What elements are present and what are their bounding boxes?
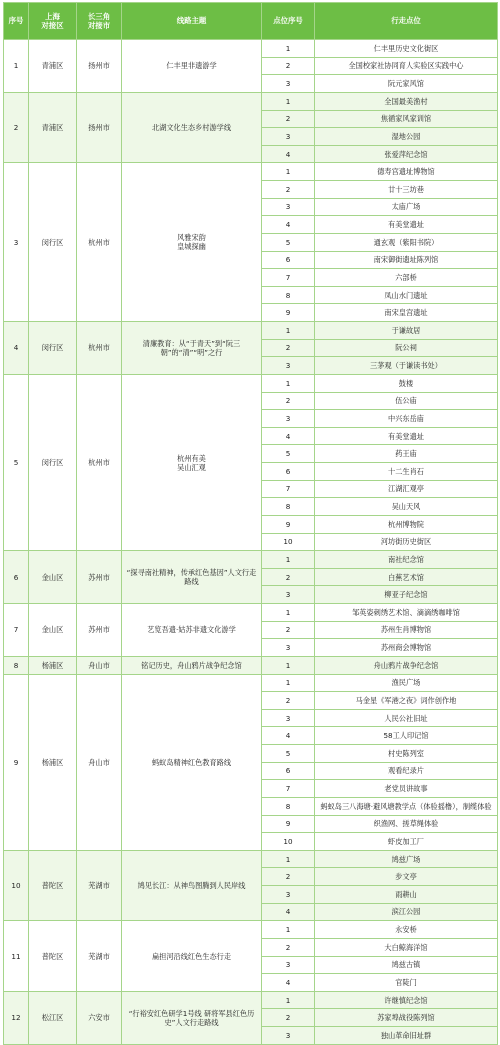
route-index-cell: 4: [4, 322, 29, 375]
point-index-cell: 3: [262, 586, 315, 604]
city-cell: 苏州市: [77, 604, 122, 657]
point-index-cell: 1: [262, 991, 315, 1009]
theme-cell: 仁丰里非遗游学: [122, 40, 262, 93]
city-cell: 杭州市: [77, 163, 122, 322]
walking-point-cell: 步文亭: [315, 868, 498, 886]
walking-point-cell: 药王庙: [315, 445, 498, 463]
point-index-cell: 4: [262, 216, 315, 234]
walking-point-cell: 雨耕山: [315, 886, 498, 904]
theme-cell: 扁担河沿线红色生态行走: [122, 921, 262, 992]
theme-cell: 杭州有美 吴山汇观: [122, 374, 262, 550]
walking-point-cell: 人民公社旧址: [315, 709, 498, 727]
theme-cell: 蚂蚁岛精神红色教育路线: [122, 674, 262, 850]
point-index-cell: 3: [262, 128, 315, 146]
walking-point-cell: 焦循家风家训馆: [315, 110, 498, 128]
walking-point-cell: 苏州商会博物馆: [315, 639, 498, 657]
point-index-cell: 6: [262, 251, 315, 269]
walking-point-cell: 独山革命旧址群: [315, 1027, 498, 1045]
district-cell: 金山区: [29, 604, 77, 657]
walking-point-cell: 鸠兹古镇: [315, 956, 498, 974]
district-cell: 普陀区: [29, 850, 77, 921]
table-row: [4, 604, 498, 622]
route-index-cell: 2: [4, 92, 29, 163]
table-row: [4, 991, 498, 1009]
table-row: [4, 374, 498, 392]
district-cell: 杨浦区: [29, 674, 77, 850]
walking-point-cell: 织渔网、搓草绳体验: [315, 815, 498, 833]
walking-point-cell: 三茅观（于谦读书处）: [315, 357, 498, 375]
theme-cell: “探寻南社精神，传承红色基因”人文行走路线: [122, 551, 262, 604]
point-index-cell: 9: [262, 515, 315, 533]
walking-point-cell: 六部桥: [315, 269, 498, 287]
point-index-cell: 2: [262, 110, 315, 128]
point-index-cell: 10: [262, 533, 315, 551]
point-index-cell: 3: [262, 75, 315, 93]
walking-point-cell: 阮公祠: [315, 339, 498, 357]
point-index-cell: 5: [262, 445, 315, 463]
point-index-cell: 6: [262, 762, 315, 780]
header-route-theme: 线路主题: [122, 3, 262, 40]
walking-point-cell: 有美堂遗址: [315, 427, 498, 445]
point-index-cell: 7: [262, 269, 315, 287]
walking-point-cell: 江湖汇观亭: [315, 480, 498, 498]
walking-point-cell: 凤山水门遗址: [315, 286, 498, 304]
point-index-cell: 2: [262, 568, 315, 586]
theme-cell: 北湖文化生态乡村游学线: [122, 92, 262, 163]
route-index-cell: 5: [4, 374, 29, 550]
table-row: [4, 656, 498, 674]
point-index-cell: 2: [262, 57, 315, 75]
walking-point-cell: 村史陈列室: [315, 745, 498, 763]
point-index-cell: 4: [262, 974, 315, 992]
walking-point-cell: 太庙广场: [315, 198, 498, 216]
route-index-cell: 12: [4, 991, 29, 1044]
table-row: [4, 92, 498, 110]
table-row: [4, 551, 498, 569]
district-cell: 闵行区: [29, 322, 77, 375]
point-index-cell: 1: [262, 551, 315, 569]
theme-cell: 艺览吾遗·姑苏非遗文化游学: [122, 604, 262, 657]
walking-point-cell: 舟山鸦片战争纪念馆: [315, 656, 498, 674]
route-index-cell: 3: [4, 163, 29, 322]
point-index-cell: 4: [262, 727, 315, 745]
walking-point-cell: 阮元家风馆: [315, 75, 498, 93]
walking-point-cell: 蚂蚁岛三八海塘·避风塘教学点（体验摇橹），制缆体验: [315, 797, 498, 815]
walking-point-cell: 鸠兹广场: [315, 850, 498, 868]
point-index-cell: 4: [262, 427, 315, 445]
table-row: [4, 322, 498, 340]
point-index-cell: 1: [262, 163, 315, 181]
point-index-cell: 1: [262, 850, 315, 868]
point-index-cell: 1: [262, 322, 315, 340]
point-index-cell: 2: [262, 181, 315, 199]
district-cell: 松江区: [29, 991, 77, 1044]
district-cell: 普陀区: [29, 921, 77, 992]
city-cell: 芜湖市: [77, 850, 122, 921]
route-index-cell: 7: [4, 604, 29, 657]
route-table: [3, 2, 498, 1045]
walking-point-cell: 有美堂遗址: [315, 216, 498, 234]
point-index-cell: 2: [262, 392, 315, 410]
theme-cell: 清廉教育：从“于青天”到“阮三朝”的“清”“明”之行: [122, 322, 262, 375]
point-index-cell: 4: [262, 145, 315, 163]
walking-point-cell: 邹英姿刺绣艺术馆、滴滴绣咖啡馆: [315, 604, 498, 622]
point-index-cell: 1: [262, 674, 315, 692]
district-cell: 青浦区: [29, 40, 77, 93]
route-index-cell: 11: [4, 921, 29, 992]
point-index-cell: 1: [262, 604, 315, 622]
point-index-cell: 8: [262, 797, 315, 815]
city-cell: 扬州市: [77, 92, 122, 163]
theme-cell: “行裕安红色研学1号线 研将军县红色历史”人文行走路线: [122, 991, 262, 1044]
table-row: [4, 921, 498, 939]
point-index-cell: 3: [262, 1027, 315, 1045]
walking-point-cell: 苏家埠战役陈列馆: [315, 1009, 498, 1027]
walking-point-cell: 伍公庙: [315, 392, 498, 410]
walking-point-cell: 永安桥: [315, 921, 498, 939]
point-index-cell: 8: [262, 286, 315, 304]
walking-point-cell: 德寿宫遗址博物馆: [315, 163, 498, 181]
city-cell: 六安市: [77, 991, 122, 1044]
route-table-container: [3, 2, 497, 1045]
walking-point-cell: 苏州生肖博物馆: [315, 621, 498, 639]
walking-point-cell: 官陡门: [315, 974, 498, 992]
table-body: [4, 40, 498, 1045]
point-index-cell: 1: [262, 40, 315, 58]
point-index-cell: 2: [262, 621, 315, 639]
walking-point-cell: 南宋皇宫遗址: [315, 304, 498, 322]
city-cell: 扬州市: [77, 40, 122, 93]
point-index-cell: 1: [262, 92, 315, 110]
city-cell: 芜湖市: [77, 921, 122, 992]
walking-point-cell: 吴山天风: [315, 498, 498, 516]
route-index-cell: 1: [4, 40, 29, 93]
header-point-index: 点位序号: [262, 3, 315, 40]
table-row: [4, 40, 498, 58]
district-cell: 闵行区: [29, 163, 77, 322]
walking-point-cell: 许继慎纪念馆: [315, 991, 498, 1009]
walking-point-cell: 滨江公园: [315, 903, 498, 921]
walking-point-cell: 马金星《军港之夜》词作创作地: [315, 692, 498, 710]
walking-point-cell: 大白鲸海洋馆: [315, 938, 498, 956]
point-index-cell: 1: [262, 656, 315, 674]
theme-cell: 铭记历史，舟山鸦片战争纪念馆: [122, 656, 262, 674]
district-cell: 金山区: [29, 551, 77, 604]
walking-point-cell: 全国校家社协同育人实验区实践中心: [315, 57, 498, 75]
point-index-cell: 3: [262, 639, 315, 657]
walking-point-cell: 湿地公园: [315, 128, 498, 146]
point-index-cell: 2: [262, 868, 315, 886]
table-header-row: [4, 3, 498, 40]
header-walking-point: 行走点位: [315, 3, 498, 40]
walking-point-cell: 老党员讲故事: [315, 780, 498, 798]
point-index-cell: 2: [262, 692, 315, 710]
point-index-cell: 9: [262, 304, 315, 322]
city-cell: 舟山市: [77, 656, 122, 674]
district-cell: 青浦区: [29, 92, 77, 163]
walking-point-cell: 中兴东岳庙: [315, 410, 498, 428]
walking-point-cell: 白蕉艺术馆: [315, 568, 498, 586]
point-index-cell: 7: [262, 480, 315, 498]
table-row: [4, 850, 498, 868]
point-index-cell: 3: [262, 956, 315, 974]
city-cell: 杭州市: [77, 374, 122, 550]
district-cell: 闵行区: [29, 374, 77, 550]
walking-point-cell: 柳亚子纪念馆: [315, 586, 498, 604]
route-index-cell: 6: [4, 551, 29, 604]
walking-point-cell: 鼓楼: [315, 374, 498, 392]
point-index-cell: 2: [262, 1009, 315, 1027]
walking-point-cell: 十二生肖石: [315, 463, 498, 481]
point-index-cell: 9: [262, 815, 315, 833]
walking-point-cell: 南宋御街遗址陈列馆: [315, 251, 498, 269]
walking-point-cell: 杭州博物院: [315, 515, 498, 533]
point-index-cell: 1: [262, 374, 315, 392]
header-yrd-city: 长三角 对接市: [77, 3, 122, 40]
point-index-cell: 3: [262, 886, 315, 904]
route-index-cell: 8: [4, 656, 29, 674]
walking-point-cell: 于谦故居: [315, 322, 498, 340]
walking-point-cell: 张爱萍纪念馆: [315, 145, 498, 163]
walking-point-cell: 南社纪念馆: [315, 551, 498, 569]
point-index-cell: 7: [262, 780, 315, 798]
walking-point-cell: 观看纪录片: [315, 762, 498, 780]
point-index-cell: 8: [262, 498, 315, 516]
route-index-cell: 10: [4, 850, 29, 921]
header-index: 序号: [4, 3, 29, 40]
city-cell: 杭州市: [77, 322, 122, 375]
point-index-cell: 5: [262, 745, 315, 763]
walking-point-cell: 58工人印记馆: [315, 727, 498, 745]
theme-cell: 风雅宋韵 皇城探幽: [122, 163, 262, 322]
point-index-cell: 2: [262, 339, 315, 357]
walking-point-cell: 全国最美渔村: [315, 92, 498, 110]
point-index-cell: 6: [262, 463, 315, 481]
point-index-cell: 10: [262, 833, 315, 851]
city-cell: 舟山市: [77, 674, 122, 850]
theme-cell: 鸠见长江：从神鸟图腾到人民岸线: [122, 850, 262, 921]
table-row: [4, 674, 498, 692]
header-shanghai-district: 上海 对接区: [29, 3, 77, 40]
walking-point-cell: 仁丰里历史文化街区: [315, 40, 498, 58]
walking-point-cell: 通玄观（紫阳书院）: [315, 233, 498, 251]
walking-point-cell: 虾皮加工厂: [315, 833, 498, 851]
point-index-cell: 3: [262, 410, 315, 428]
point-index-cell: 3: [262, 357, 315, 375]
district-cell: 杨浦区: [29, 656, 77, 674]
point-index-cell: 1: [262, 921, 315, 939]
route-index-cell: 9: [4, 674, 29, 850]
walking-point-cell: 渔民广场: [315, 674, 498, 692]
point-index-cell: 2: [262, 938, 315, 956]
walking-point-cell: 廿十三坊巷: [315, 181, 498, 199]
table-row: [4, 163, 498, 181]
city-cell: 苏州市: [77, 551, 122, 604]
point-index-cell: 3: [262, 198, 315, 216]
point-index-cell: 5: [262, 233, 315, 251]
point-index-cell: 3: [262, 709, 315, 727]
walking-point-cell: 河坊街历史街区: [315, 533, 498, 551]
point-index-cell: 4: [262, 903, 315, 921]
